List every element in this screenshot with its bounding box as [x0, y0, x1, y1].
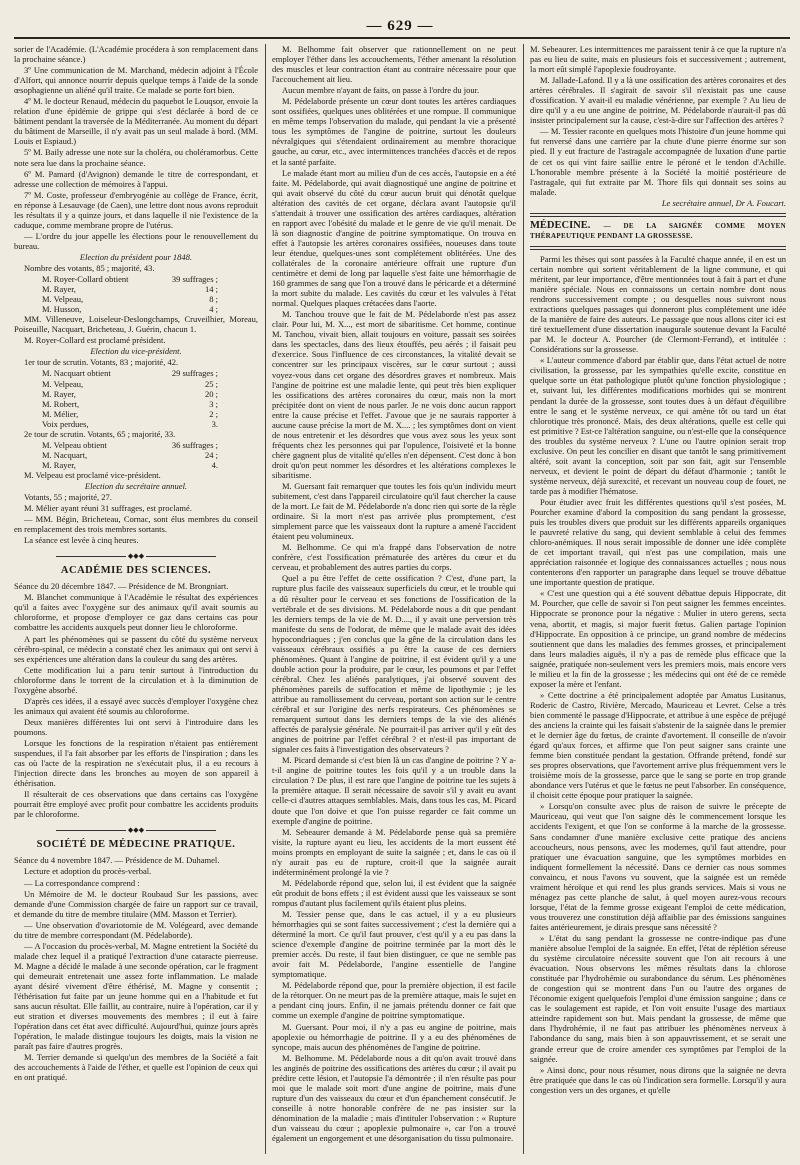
- paragraph: M. Velpeau est proclamé vice-président.: [24, 469, 161, 480]
- paragraph: M. Picard demande si c'est bien là un cas d'angine de poitrine ? Y a-t-il angine de poitrine toutes les fois qu'il y a un trouble dans la circulation ? De plus, il est rare que l'angine de poitrine tue les sujets à la première attaque. Il serait nécessaire de savoir s'il y avait eu avant celle-ci d'autres attaques semblables. Mais, dans tous les cas, M. Picard doute que l'on doive et que l'on puisse regarder ce fait comme un exemple d'angine de poitrine.: [272, 755, 516, 826]
- section-rule: [530, 213, 786, 217]
- paragraph: M. Jallade-Lafond. Il y a là une ossification des artères coronaires et des artères cérébrales. Il s'agirait de savoir s'il n'existait pas une cause d'ossification. Y avait-il eu maladie vénérienne, par exemple ? Au lieu de dire qu'il y a eu une angine de poitrine, M. Pédelaborde n'aurait-il pas dû insister principalement sur la cause, c'est-à-dire sur l'affection des artères ?: [530, 75, 786, 126]
- paragraph: D'après ces idées, il a essayé avec succès d'employer l'oxygène chez les animaux qui avaient été soumis au chloroforme.: [14, 695, 258, 716]
- section-ornament: ◆◆◆: [14, 824, 258, 832]
- paragraph: Un Mémoire de M. le docteur Roubaud Sur les passions, avec demande d'une Commission chargée de faire un rapport sur ce travail, et demande du titre de membre titulaire (MM. Masson et Terrier).: [14, 888, 258, 919]
- vote-count: 8 ;: [209, 294, 218, 305]
- paragraph: » Ainsi donc, pour nous résumer, nous dirons que la saignée ne devra être pratiquée que dans le cas où l'indication sera formelle. Lorsqu'il y aura congestion vers un des organes, et qu'elle: [530, 1064, 786, 1095]
- paragraph: 1er tour de scrutin. Votants, 83 ; majorité, 42.: [24, 357, 179, 368]
- paragraph: Le malade étant mort au milieu d'un de ces accès, l'autopsie en a été faite. M. Pédelaborde, qui avait diagnostiqué une angine de poitrine et qui avait observé du côté du cœur aucun bruit qui dénotât quelque altération des cavités de cet organe, déclara avant l'autopsie qu'il s'attendait à trouver une ossification des artères cardiaques, altération en rapport avec l'obésité du malade et le genre de vie qu'il menait. De là son diagnostic d'angine de poitrine symptomatique. On trouva en effet à l'autopsie les artères coronaires ossifiées, noueuses dans toute leur étendue, quelques-unes sont complétement oblitérées. Une des collatérales de la coronaire antérieure offrait une rupture d'un centimètre et demi de long par laquelle s'est faite une hémorrhagie de 160 grammes de sang que l'on a trouvé dans le péricarde et a déterminé la mort subite du malade. Les cavités du cœur et les valvules à l'état normal. Quelques plaques crétacées dans l'aorte.: [272, 167, 516, 309]
- vote-row: [14, 419, 258, 429]
- vote-name: M. Nacquart,: [42, 449, 88, 460]
- paragraph: Il résulterait de ces observations que dans certains cas l'oxygène pourrait être employé avec profit pour combattre les accidents produits par le chloroforme.: [14, 789, 258, 820]
- paragraph: 2e tour de scrutin. Votants, 65 ; majorité, 33.: [24, 428, 176, 439]
- paragraph: A part les phénomènes qui se passent du côté du système nerveux cérébro-spinal, ce médecin a constaté chez les animaux qui ont servi à ses expériences une altération dans la couleur du sang des artères.: [14, 633, 258, 664]
- paragraph: M. Belhomme. M. Pédelaborde nous a dit qu'on avait trouvé dans les anginés de poitrine des ossifications des artères du cœur ; il avait pu prédire cette lésion, et l'autopsie l'a démontrée ; il n'en résulte pas pour moi que le malade soit mort d'une angine de poitrine, mais d'une rupture d'un des vaisseaux du cœur et d'un épanchement consécutif. Je conseille à notre honorable confrère de ne pas insister sur la dénomination de la maladie ; mais d'intituler l'observation : « Rupture d'un vaisseau du cœur ; apoplexie pulmonaire », car l'on a trouvé également un engorgement et une désorganisation du tissu pulmonaire.: [272, 1052, 516, 1144]
- column-1: [14, 44, 258, 1159]
- column-2: [272, 44, 516, 1159]
- paragraph: « L'auteur commence d'abord par établir que, dans l'état actuel de notre civilisation, la grossesse, par les sympathies qu'elle excite, constitue en quelque sorte un état pathologique plutôt qu'une fonction physiologique ; et, suivant lui, les différentes modifications morbides qui se montrent pendant la durée de la grossesse, sont toutes dues à un défaut d'équilibre entre le sang et le système nerveux, ce qui amène tôt ou tard un état chlorotique très prononcé. Mais, des deux altérations, quelle est celle qui est primitive ? Est-ce l'altération sanguine, ou n'est-elle que la conséquence des troubles du système nerveux ? L'une ou l'autre opinion serait trop exclusive. On peut les concilier en disant que tantôt le sang primitivement altéré, soit avant la conception, soit par son fait, agit sur l'ensemble nerveux, et devient le point de départ du défaut d'harmonie ; tantôt le système nerveux, déjà surexcité, et recevant un nouveau coup de fouet, ne tarde pas à modifier l'hématose.: [530, 355, 786, 496]
- paragraph: Lorsque les fonctions de la respiration n'étaient pas entièrement suspendues, il l'a fait absorber par les efforts de l'inspiration ; dans les cas où l'acte de la respiration ne s'exécutait plus, il a eu recours à l'injection directe dans les bronches au moyen de son appareil à éthérisation.: [14, 738, 258, 789]
- column-divider: [523, 44, 524, 1154]
- vote-row: [14, 368, 258, 378]
- vote-name: M. Nacquart obtient: [42, 368, 111, 379]
- vote-row: [14, 450, 258, 460]
- paragraph: » Lorsqu'on consulte avec plus de raison de suivre le précepte de Mauriceau, qui veut que l'on saigne dès le commencement lorsque les accidents l'exigent, et que l'on se conforme à la marche de la grossesse. Sans condamner d'une manière exclusive cette pratique des anciens accoucheurs, nous pensons, avec les modernes, qu'il faut attendre, pour pratiquer une évacuation sanguine, que les symptômes morbides en indiquent formellement la nécessité. Dans ce dernier cas nous sommes convaincu, et nous l'avons vu souvent, que la saignée est un remède vraiment héroïque et qui rend les plus grands services. Mais si vous ne ménagez pas cette planche de salut, à quel moyen aurez-vous recours lorsque, l'état de la femme grosse exigeant l'emploi de cette médication, vous trouverez une constitution déjà affaiblie par des émissions sanguines faites antérieurement, je dirais presque sans nécessité ?: [530, 801, 786, 932]
- vote-name: M. Rayer,: [42, 284, 76, 295]
- paragraph: Aucun membre n'ayant de faits, on passe à l'ordre du jour.: [282, 85, 480, 96]
- vote-count: 29 suffrages ;: [171, 368, 218, 379]
- subheading: Election du secrétaire annuel.: [84, 480, 188, 491]
- signature-line: Le secrétaire annuel, Dr A. Foucart.: [661, 197, 786, 208]
- section-heading: ACADÉMIE DES SCIENCES.: [60, 565, 212, 577]
- vote-count: 20 ;: [205, 388, 218, 399]
- vote-row: [14, 294, 258, 304]
- vote-name: M. Husson,: [42, 304, 82, 315]
- paragraph: M. Tanchou trouve que le fait de M. Pédelaborde n'est pas assez clair. Pour lui, M. X..., est mort de sibaritisme. Cet homme, continue M. Tanchou, vivait bien, allait toujours en voiture, passait ses soirées dans les spectacles, dans des lieux étouffés, peu aérés ; il faisait peu d'exercice. Sous l'influence de ces circonstances, la vitalité devait se concentrer sur les principaux viscères, sur le cœur surtout ; aussi voyez-vous dans cet organe des désordres graves et nombreux. Mais l'angine de poitrine est une maladie lente, qui peut très bien expliquer les ossifications des artères coronaires du cœur, mais non la mort précipitée dont on vient de nous parler. Je ne vois donc aucun rapport entre la cause précise et l'effet. J'avoue que je ne saurais rapporter à aucune cause précise la mort de M. X.... ; les symptômes dont on vient de nous entretenir et les désordres que vous avez sous les yeux sont fréquents chez les personnes qui par l'opulence, l'oisiveté et la bonne chère gagnent plus de vitalité qu'elles n'en dépensent. C'est donc à bon droit qu'on peut nommer les désordres et les altérations complexes le sibaritisme.: [272, 309, 516, 480]
- paragraph: 4º M. le docteur Renaud, médecin du paquebot le Louqsor, envoie la relation d'une épidémie de grippe qui s'est déclarée à bord de ce bâtiment pendant la traversée de la Méditerranée. Au moment du départ du bâtiment de Marseille, il n'y avait pas un seul malade à bord. (MM. Louis et Espiaud.): [14, 96, 258, 147]
- paragraph: M. Sebeaurer. Les intermittences me paraissent tenir à ce que la rupture n'a pas eu lieu de suite, mais en plusieurs fois et successivement ; autrement, la mort eût simplé l'apoplexie foudroyante.: [530, 44, 786, 75]
- paragraph: 7º M. Coste, professeur d'embryogénie au collège de France, écrit, en réponse à Lesauvage (de Caen), une lettre dont nous avons reproduit les résultats il y a quinze jours, et dans laquelle il nie l'existence de la caduque, comme membrane propre de l'utérus.: [14, 189, 258, 230]
- vote-count: 14 ;: [205, 284, 218, 295]
- vote-name: M. Mélier,: [42, 408, 79, 419]
- paragraph: — L'ordre du jour appelle les élections pour le renouvellement du bureau.: [14, 230, 258, 251]
- section-rule: [530, 246, 786, 250]
- paragraph: M. Pédelaborde répond que, pour la première objection, il est facile de la rétorquer. On ne meurt pas de la première attaque, mais le sujet en a pendant cinq jours. Enfin, il ne jamais prétendu donner ce fait que comme un exemple d'angine de poitrine symptomatique.: [272, 980, 516, 1021]
- paragraph: 5º M. Baily adresse une note sur la choléra, ou choléramorbus. Cette note sera lue dans la prochaine séance.: [14, 147, 258, 168]
- vote-count: 25 ;: [205, 378, 218, 389]
- paragraph: M. Guersant. Pour moi, il n'y a pas eu angine de poitrine, mais apoplexie ou hémorrhagie de poitrine. Il y a eu des phénomènes de syncope, mais aucun des phénomènes de l'angine de poitrine.: [272, 1021, 516, 1052]
- vote-name: M. Velpeau,: [42, 378, 84, 389]
- paragraph: « C'est une question qui a été souvent débattue depuis Hippocrate, dit M. Pourcher, que celle de savoir si l'on peut saigner les femmes enceintes. Hippocrate se prononce pour la négative : Mulier in utero gerens, secta vena, abortit, et magis, si major fuerit fœtus. Galien partage l'opinion d'Hippocrate. En opposition à ce principe, un grand nombre de médecins soutiennent que dans les maladies des femmes grosses, et principalement dans leurs maladies aiguës, il n'y a pas de remède plus efficace que la saignée, pratiquée non-seulement vers les premiers mois, mais encore vers le milieu et la fin de la grossesse ; les médecins qui ont été de ce remède exposer la mère et l'enfant.: [530, 588, 786, 689]
- section-ornament: ◆◆◆: [14, 550, 258, 558]
- vote-row: [14, 274, 258, 284]
- vote-count: 3.: [211, 418, 218, 429]
- paragraph: 6º M. Pamard (d'Avignon) demande le titre de correspondant, et adresse une collection de mémoires à l'appui.: [14, 168, 258, 189]
- paragraph: M. Blanchet communique à l'Académie le résultat des expériences qu'il a faites avec l'oxygène sur des animaux qu'il avait soumis au chloroforme, et propose d'employer ce gaz dans certains cas pour combattre les accidents auxquels peut donner lieu le chloroforme.: [14, 592, 258, 633]
- vote-name: M. Robert,: [42, 398, 80, 409]
- paragraph: Nombre des votants, 85 ; majorité, 43.: [24, 262, 155, 273]
- paragraph: » Cette doctrine a été principalement adoptée par Amatus Lusitanus, Roderic de Castro, Rivière, Mercado, Mauriceau et Levret. Celse a très bien commenté le passage d'Hippocrate, et attribue à une espèce de préjugé des anciens la crainte qui les faisait s'abstenir de la saignée dans le premier et le dernier âge du fœtus, de crainte d'avortement. Il conseille de n'avoir égard qu'aux forces, et affirme que l'on peut saigner sans crainte une femme bien constituée pendant la gestation. Offrande prétend, fondé sur ses propres observations, que l'avortement arrive plus fréquemment vers le troisième mois de la grossesse, parce que le sang se porte en trop grande abondance vers l'utérus et que le fœtus ne peut l'absorber. En conséquence, il choisit cette époque pour pratiquer la saignée.: [530, 689, 786, 801]
- article-heading: [530, 221, 786, 241]
- paragraph: M. Royer-Collard est proclamé président.: [24, 335, 166, 346]
- vote-name: M. Rayer,: [42, 459, 76, 470]
- vote-row: [14, 304, 258, 314]
- paragraph: M. Guersant fait remarquer que toutes les fois qu'un individu meurt subitement, c'est dans l'appareil circulatoire qu'il faut chercher la cause de la mort. Le fait de M. Pédelaborde n'a donc rien qui sorte de la règle ordinaire. Si la mort n'est pas arrivée plus promptement, c'est simplement parce que les vaisseaux dont la rupture a amené l'accident étaient peu volumineux.: [272, 481, 516, 542]
- vote-row: [14, 284, 258, 294]
- paragraph: MM. Villeneuve, Loiseleur-Deslongchamps, Cruveilhier, Moreau, Poiseuille, Nacquart, Bricheteau, J. Guérin, chacun 1.: [14, 314, 258, 335]
- vote-count: 4 ;: [209, 304, 218, 315]
- vote-name: M. Velpeau obtient: [42, 439, 107, 450]
- vote-name: M. Rayer,: [42, 388, 76, 399]
- subheading: Election du président pour 1848.: [79, 251, 193, 262]
- vote-row: [14, 389, 258, 399]
- paragraph: sorier de l'Académie. (L'Académie procédera à son remplacement dans la prochaine séance.): [14, 44, 258, 65]
- paragraph: Votants, 55 ; majorité, 27.: [24, 492, 112, 503]
- vote-name: M. Velpeau,: [42, 294, 84, 305]
- paragraph: Lecture et adoption du procès-verbal.: [24, 866, 152, 877]
- paragraph: M. Mélier ayant réuni 31 suffrages, est proclamé.: [24, 503, 192, 514]
- page-number: — 629 —: [366, 18, 434, 34]
- paragraph: — La correspondance comprend :: [24, 877, 140, 888]
- session-line: Séance du 4 novembre 1847. — Présidence de M. Duhamel.: [14, 855, 220, 866]
- paragraph: Parmi les thèses qui sont passées à la Faculté chaque année, il en est un certain nombre qui sortent véritablement de la ligne commune, et qui méritent, par leur importance, d'être mentionnées tout à fait à part et d'une manière spéciale. Nous en connaissons un certain nombre dont nous rendrons successivement compte ; ou desquelles nous suivront nous extractions quelques passages qui donneront plus complétement une idée de la manière de faire des auteurs. Le passage que nous allons citer ici est tiré textuellement d'une dissertation inaugurale soutenue devant la Faculté par M. le docteur A. Pourcher (de Clermont-Ferrand), et intitulée : Considérations sur la grossesse.: [530, 253, 786, 355]
- paragraph: M. Belhomme fait observer que rationnellement on ne peut employer l'éther dans les accouchements, l'éther amenant la résolution des muscles et leur contraction étant au contraire nécessaire pour que l'accouchement ait lieu.: [272, 44, 516, 85]
- paragraph: M. Pédelaborde présente un cœur dont toutes les artères cardiaques sont ossifiées, quelques unes oblitérées et une rompue. Il communique en même temps l'observation du malade, qui pendant la vie a présenté tous les symptômes de l'angine de poitrine, surtout les douleurs névralgiques qui s'étendaient ordinairement au membre thoracique gauche, au cœur, etc., avec intermittences tranchées d'accès et de repos et la santé parfaite.: [272, 96, 516, 167]
- paragraph: M. Belhomme. Ce qui m'a frappé dans l'observation de notre confrère, c'est l'ossification prématurée des artères du cœur et du cerveau, et probablement des autres parties du corps.: [272, 542, 516, 573]
- subheading: Election du vice-président.: [90, 346, 182, 357]
- paragraph: Pour étudier avec fruit les différentes questions qu'il s'est posées, M. Pourcher examine d'abord la composition du sang pendant la grossesse, puis les troubles divers que produit sur les différents appareils organiques le pauvreté relative du sang, qui devient semblable à celui des femmes chloro-anémiques. Il nous serait impossible de donner une idée complète de cet important travail, qui n'est pas une compilation, mais une appréciation raisonnée et logique des connaissances actuelles ; nous nous contenterons d'en rapporter un paragraphe dans lequel se trouve débattue une importante question de pratique.: [530, 496, 786, 588]
- vote-row: [14, 409, 258, 419]
- vote-count: 4.: [211, 459, 218, 470]
- vote-row: [14, 379, 258, 389]
- section-heading: SOCIÉTÉ DE MÉDECINE PRATIQUE.: [36, 839, 236, 851]
- column-divider: [265, 44, 266, 1154]
- paragraph: M. Sebeaurer demande à M. Pédelaborde pense quà sa première visite, la rupture ayant eu lieu, les accidents de la mort eussent été moins prompts en employant de suite la saignée ; et, dans le cas où il n'y aurait pas eu de rupture, croit-il que la saignée aurait indéterminément prolongé la vie ?: [272, 826, 516, 877]
- paragraph: — M. Tessier raconte en quelques mots l'histoire d'un jeune homme qui fut renversé dans une carrière par la chute d'une pierre énorme sur son pied. Il y eut fracture de l'astragale accompagnée de luxation d'une partie de cet os qui vint faire saillie entre le péroné et le tendon d'Achille. L'honorable membre présente à la Société la moitié postérieure de l'astragale, qui fut extraite par M. Thore fils qui donnait ses soins au malade.: [530, 126, 786, 197]
- paragraph: La séance est levée à cinq heures.: [24, 535, 139, 546]
- paragraph: Cette modification lui a paru tenir surtout à l'introduction du chloroforme dans le torrent de la circulation et à la diminution de l'oxygène absorbé.: [14, 664, 258, 695]
- article-subtitle: — DE LA SAIGNÉE COMME MOYEN THÉRAPEUTIQUE PENDANT LA GROSSESSE.: [530, 221, 786, 240]
- paragraph: M. Pédelaborde répond que, selon lui, il est évident que la saignée eût produit de bons effets ; il est évident aussi que les vaisseaux se sont rompus d'autant plus facilement qu'ils étaient plus pleins.: [272, 877, 516, 908]
- vote-name: Voix perdues,: [42, 418, 89, 429]
- paragraph: — MM. Bégin, Bricheteau, Cornac, sont élus membres du conseil en remplacement des trois membres sortants.: [14, 514, 258, 535]
- vote-count: 24 ;: [205, 449, 218, 460]
- session-line: Séance du 20 décembre 1847. — Présidence de M. Brongniart.: [14, 581, 229, 592]
- paragraph: — Une observation d'ovariotomie de M. Volégeard, avec demande du titre de membre correspondant (M. Pédelaborde).: [14, 919, 258, 940]
- vote-row: [14, 440, 258, 450]
- paragraph: 3º Une communication de M. Marchand, médecin adjoint à l'École d'Alfort, qui annonce nourrir depuis quelque temps à l'aide de la sonde œsophagienne un aliéné qu'il traite. Ce malade se porte fort bien.: [14, 65, 258, 96]
- paragraph: Quel a pu être l'effet de cette ossification ? C'est, d'une part, la rupture plus facile des vaisseaux superficiels du cœur, et le trouble qui a dû résulter pour le cerveau et ses fonctions de l'ossification de la vertébrale et de ses divisions. M. Pédelaborde nous a dit que pendant les derniers temps de la vie de M. D...., il y avait une perversion très manifeste du sens de l'odorat, de même que le malade avait des idées hypocondriaques ; j'en conclus que la gêne de la circulation dans les vaisseaux cérébraux ossifiés a pu être la cause de ces derniers phénomènes. Quant à l'angine de poitrine, il est évident qu'il y a une double action pour la produire, par le cœur, les poumons et par l'effet cérébral. Chez les aliénés paralytiques, j'ai observé souvent des phénomènes pareils de suffocation et même de lipothymie ; je les attribue au ramollissement du cerveau, portant son action sur le centre cérébral et sur l'origine des nerfs respirateurs. Ces phénomènes se remarquent surtout dans les derniers temps de la vie des aliénés affectés de paralysie générale. Ne pourrait-il pas arriver qu'il y eût des angines de poitrine par l'effet cérébral ? et n'est-il pas important de signaler ces faits à l'investigation des observateurs ?: [272, 573, 516, 755]
- paragraph: — A l'occasion du procès-verbal, M. Magne entretient la Société du malade chez lequel il a pratiqué l'extraction d'une cataracte pierreuse. M. Magne a décidé le malade à une seconde opération, car le fragment qui demeurait entretenait une assez forte inflammation. Le malade ayant désiré vivement d'être éthérisé, M. Magne y consentit ; l'éthérisation fut faite par un jeune homme qui en a l'habitude et fut sans aucun résultat. Elle faillit, au contraire, nuire à l'opération, car il y eut stration et diverses mouvements des membres ; il eut à faire l'opération dans cet état avec difficulté. Aujourd'hui, quinze jours après l'opération, le malade distingue toujours les doigts, mais la vision ne paraît pas faire d'autres progrès.: [14, 940, 258, 1052]
- column-3: [530, 44, 786, 1159]
- vote-count: 39 suffrages ;: [171, 274, 218, 285]
- paragraph: » L'état du sang pendant la grossesse ne contre-indique pas d'une manière absolue l'emploi de la saignée. En effet, l'état de réplétion séreuse du système circulatoire nécessite souvent que l'on ait recours à une évacuation. Nous observons les mêmes résultats dans la chlorose constituée par l'hydrohémie ou surabondance du sérum. Les phénomènes de congestion qui se montrent dans l'un ou l'autre des organes de l'économie exigent quelquefois l'emploi d'une émission sanguine ; dans ce cas le soulagement est rapide, et l'on voit ensuite l'usage des martiaux atteindre rapidement son but. Mais pendant la grossesse, de même que dans l'hydrohémie, il ne faut pas attribuer les phénomènes nerveux à l'abondance du sang, mais bien à son appauvrissement, et se serait une grande erreur que de croire amender ces symptômes par l'emploi de la saignée.: [530, 932, 786, 1064]
- paragraph: M. Tessier pense que, dans le cas actuel, il y a eu plusieurs hémorrhagies qui se sont faites successivement ; c'est la dernière qui a déterminé la mort. Ce qu'il faut prouver, c'est qu'il y a eu pas dans la science d'exemple d'angine de poitrine terminée par la mort dès le premier accès. Du reste, il faut bien distinguer, ce que ne semble pas avoir fait M. Pédelaborde, l'angine essentielle de l'angine symptomatique.: [272, 908, 516, 980]
- vote-row: [14, 460, 258, 470]
- vote-name: M. Royer-Collard obtient: [42, 274, 129, 285]
- vote-count: 3 ;: [209, 398, 218, 409]
- paragraph: M. Terrier demande si quelqu'un des membres de la Société a fait des accouchements à l'aide de l'éther, et quelle est l'opinion de ceux qui en ont pratiqué.: [14, 1052, 258, 1083]
- article-title: MÉDECINE.: [530, 219, 591, 231]
- header-rule: [14, 37, 790, 39]
- vote-count: 2 ;: [209, 408, 218, 419]
- vote-count: 36 suffrages ;: [171, 439, 218, 450]
- paragraph: Deux manières différentes lui ont servi à l'introduire dans les poumons.: [14, 716, 258, 737]
- vote-row: [14, 399, 258, 409]
